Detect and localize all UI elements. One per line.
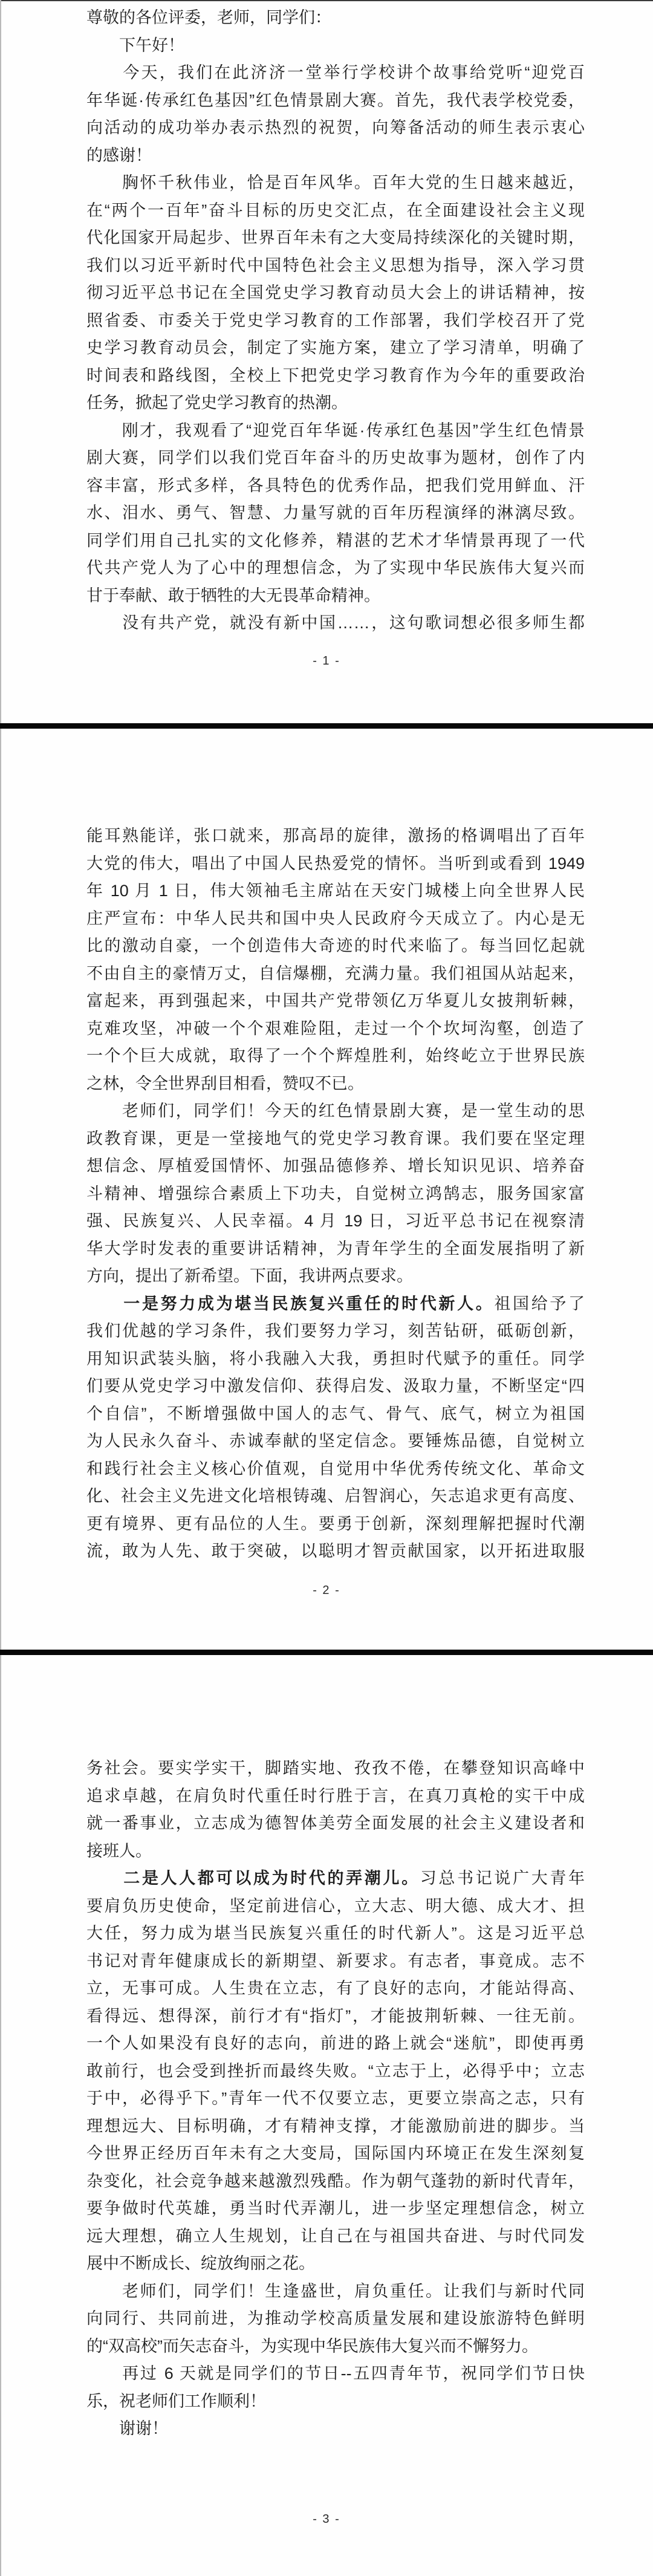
text-line: 大任，努力成为堪当民族复兴重任的时代新人”。这是习近平总 — [86, 1924, 585, 1942]
text-line: 老师们，同学们！生逢盛世，肩负重任。让我们与新时代同 — [86, 2282, 585, 2300]
text-line: 方向，提出了新希望。下面，我讲两点要求。 — [86, 1267, 413, 1285]
bold-lead-in: 一是努力成为堪当民族复兴重任的时代新人。 — [86, 1294, 495, 1313]
document-page-2-text — [86, 822, 585, 1566]
text-line: 谢谢！ — [86, 2419, 168, 2438]
text-line: 同学们用自己扎实的文化修养，精湛的艺术才华情景再现了一代 — [86, 531, 585, 550]
text-line: 彻习近平总书记在全国党史学习教育动员大会上的讲话精神，按 — [86, 284, 585, 302]
text-line: 远大理想，确立人生规划，让自己在与祖国共奋进、与时代同发 — [86, 2226, 585, 2245]
text-line: 庄严宣布：中华人民共和国中央人民政府今天成立了。内心是无 — [86, 909, 585, 928]
scan-edge-left-artifact — [0, 0, 1, 2576]
text-line: 时间表和路线图，全校上下把党史学习教育作为今年的重要政治 — [86, 366, 585, 385]
page-number-2: - 2 - — [313, 1584, 340, 1597]
text-line: 容丰富，形式多样，各具特色的优秀作品，把我们党用鲜血、汗 — [86, 476, 585, 495]
text-line: 的感谢！ — [86, 146, 152, 164]
text-line: 任务，掀起了党史学习教育的热潮。 — [86, 394, 348, 412]
text-line: 之林，令全世界刮目相看，赞叹不已。 — [86, 1074, 364, 1093]
text-line: 们要从党史学习中激发信仰、获得启发、汲取力量，不断坚定“四 — [86, 1377, 585, 1395]
text-line: 年 10 月 1 日，伟大领袖毛主席站在天安门城楼上向全世界人民 — [86, 882, 585, 900]
text-line: 书记对青年健康成长的新期望、新要求。有志者，事竟成。志不 — [86, 1951, 585, 1970]
text-line: 个自信”，不断增强做中国人的志气、骨气、底气，树立为祖国 — [86, 1404, 585, 1423]
text-line: 用知识武装头脑，将小我融入大我，勇担时代赋予的重任。同学 — [86, 1349, 585, 1368]
text-line: 向同行、共同前进，为推动学校高质量发展和建设旅游特色鲜明 — [86, 2309, 585, 2327]
page-number-1: - 1 - — [313, 654, 340, 668]
text-line: 克难攻坚，冲破一个个艰难险阻，走过一个个坎坷沟壑，创造了 — [86, 1019, 585, 1038]
text-line: 水、泪水、勇气、智慧、力量写就的百年历程演绎的淋漓尽致。 — [86, 504, 585, 522]
document-page-3-text — [86, 1755, 585, 2443]
text-line: 要肩负历史使命，坚定前进信心，立大志、明大德、成大才、担 — [86, 1896, 585, 1915]
text-line: 务社会。要实学实干，脚踏实地、孜孜不倦，在攀登知识高峰中 — [86, 1759, 585, 1777]
text-line: 斗精神、增强综合素质上下功夫，自觉树立鸿鹄志，服务国家富 — [86, 1184, 585, 1203]
text-line: 刚才，我观看了“迎党百年华诞·传承红色基因”学生红色情景 — [86, 421, 585, 440]
text-line: 胸怀千秋伟业，恰是百年风华。百年大党的生日越来越近， — [86, 174, 585, 192]
scan-edge-top-artifact — [0, 0, 653, 1]
bold-lead-in: 二是人人都可以成为时代的弄潮儿。 — [86, 1869, 420, 1887]
text-line: 向活动的成功举办表示热烈的祝贺，向筹备活动的师生表示衷心 — [86, 119, 585, 137]
text-line: 华大学时发表的重要讲话精神，为青年学生的全面发展指明了新 — [86, 1239, 585, 1258]
text-line: 接班人。 — [86, 1841, 152, 1860]
text-line: 年华诞·传承红色基因”红色情景剧大赛。首先，我代表学校党委， — [86, 91, 585, 109]
text-line: 立，无事可成。人生贵在立志，有了良好的志向，才能站得高、 — [86, 1979, 585, 1997]
text-line: 更有境界、更有品位的人生。要勇于创新，深刻理解把握时代潮 — [86, 1514, 585, 1533]
page-number-3: - 3 - — [313, 2513, 340, 2526]
text-line: 一个人如果没有良好的志向，前进的路上就会“迷航”，即使再勇 — [86, 2034, 585, 2052]
text-line: 再过 6 天就是同学们的节日--五四青年节，祝同学们节日快 — [86, 2364, 585, 2382]
text-line: 一是努力成为堪当民族复兴重任的时代新人。祖国给予了 — [86, 1294, 585, 1313]
text-line: 杂变化，社会竞争越来越激烈残酷。作为朝气蓬勃的新时代青年， — [86, 2171, 585, 2190]
text-line: 的“双高校”而矢志奋斗，为实现中华民族伟大复兴而不懈努力。 — [86, 2337, 538, 2355]
text-line: 今世界正经历百年未有之大变局，国际国内环境正在发生深刻复 — [86, 2144, 585, 2162]
document-page-1-text — [86, 4, 585, 637]
text-line: 看得远、想得深，前行才有“指灯”，才能披荆斩棘、一往无前。 — [86, 2006, 585, 2025]
page-separator-2 — [0, 1650, 653, 1655]
text-line: 展中不断成长、绽放绚丽之花。 — [86, 2254, 315, 2272]
text-line: 代共产党人为了心中的理想信念，为了实现中华民族伟大复兴而 — [86, 559, 585, 577]
text-line: 我们以习近平新时代中国特色社会主义思想为指导，深入学习贯 — [86, 256, 585, 275]
text-line: 没有共产党，就没有新中国……，这句歌词想必很多师生都 — [86, 614, 585, 632]
text-line: 史学习教育动员会，制定了实施方案，建立了学习清单，明确了 — [86, 339, 585, 357]
text-line: 甘于奉献、敢于牺牲的大无畏革命精神。 — [86, 586, 380, 605]
text-line: 大党的伟大，唱出了中国人民热爱党的情怀。当听到或看到 1949 — [86, 854, 585, 873]
text-line: 我们优越的学习条件，我们要努力学习，刻苦钻研，砥砺创新， — [86, 1322, 585, 1340]
text-line: 为人民永久奋斗、赤诚奉献的坚定信念。要锤炼品德，自觉树立 — [86, 1432, 585, 1450]
text-line: 今天，我们在此济济一堂举行学校讲个故事给党听“迎党百 — [86, 63, 585, 82]
text-line: 老师们，同学们！今天的红色情景剧大赛，是一堂生动的思 — [86, 1102, 585, 1120]
text-line: 流，敢为人先、敢于突破，以聪明才智贡献国家，以开拓进取服 — [86, 1542, 585, 1560]
text-line: 尊敬的各位评委，老师，同学们： — [86, 8, 331, 27]
text-line: 比的激动自豪，一个创造伟大奇迹的时代来临了。每当回忆起就 — [86, 937, 585, 955]
text-line: 强、民族复兴、人民幸福。4 月 19 日，习近平总书记在视察清 — [86, 1212, 585, 1230]
text-line: 想信念、厚植爱国情怀、加强品德修养、增长知识见识、培养奋 — [86, 1157, 585, 1175]
text-line: 剧大赛，同学们以我们党百年奋斗的历史故事为题材，创作了内 — [86, 449, 585, 467]
text-line: 下午好！ — [86, 36, 184, 54]
text-line: 和践行社会主义核心价值观，自觉用中华优秀传统文化、革命文 — [86, 1459, 585, 1478]
text-line: 理想远大、目标明确，才有精神支撑，才能激励前进的脚步。当 — [86, 2116, 585, 2135]
text-line: 在“两个一百年”奋斗目标的历史交汇点，在全面建设社会主义现 — [86, 201, 585, 220]
text-line: 富起来，再到强起来，中国共产党带领亿万华夏儿女披荆斩棘， — [86, 992, 585, 1010]
text-line: 化、社会主义先进文化培根铸魂、启智润心，矢志追求更有高度、 — [86, 1487, 585, 1505]
text-line: 一个个巨大成就，取得了一个个辉煌胜利，始终屹立于世界民族 — [86, 1047, 585, 1065]
text-line: 敢前行，也会受到挫折而最终失败。“立志于上，必得乎中；立志 — [86, 2061, 585, 2080]
text-line: 照省委、市委关于党史学习教育的工作部署，我们学校召开了党 — [86, 311, 585, 330]
text-line: 乐，祝老师们工作顺利！ — [86, 2392, 266, 2410]
text-line: 就一番事业，立志成为德智体美劳全面发展的社会主义建设者和 — [86, 1814, 585, 1832]
text-line: 能耳熟能详，张口就来，那高昂的旋律，激扬的格调唱出了百年 — [86, 827, 585, 845]
text-line: 政教育课，更是一堂接地气的党史学习教育课。我们要在坚定理 — [86, 1129, 585, 1148]
text-line: 不由自主的豪情万丈，自信爆棚，充满力量。我们祖国从站起来， — [86, 964, 585, 983]
text-line: 于中，必得乎下。”青年一代不仅要立志，更要立崇高之志，只有 — [86, 2089, 585, 2107]
page-separator-1 — [0, 723, 653, 729]
text-line: 追求卓越，在肩负时代重任时行胜于言，在真刀真枪的实干中成 — [86, 1786, 585, 1805]
text-line: 二是人人都可以成为时代的弄潮儿。习总书记说广大青年 — [86, 1869, 585, 1887]
text-line: 代化国家开局起步、世界百年未有之大变局持续深化的关键时期， — [86, 229, 585, 247]
text-line: 要争做时代英雄，勇当时代弄潮儿，进一步坚定理想信念，树立 — [86, 2199, 585, 2217]
